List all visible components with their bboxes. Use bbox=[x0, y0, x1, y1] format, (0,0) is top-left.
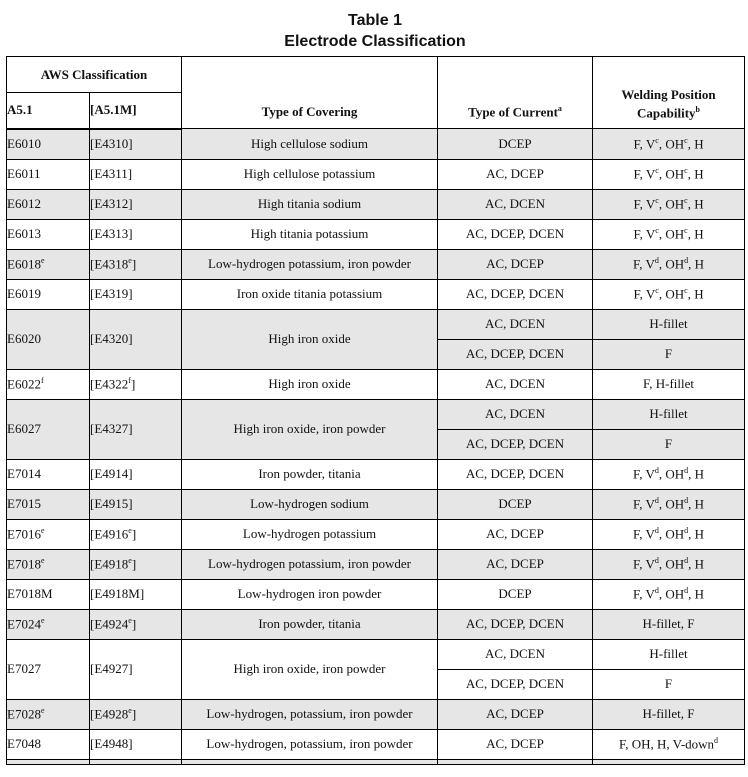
cell-a51m bbox=[90, 639, 182, 699]
position-text: F bbox=[664, 436, 673, 451]
header-type-of-covering bbox=[182, 57, 438, 129]
table-body bbox=[7, 129, 745, 765]
classification-a51: E7016 bbox=[7, 526, 41, 542]
position-text: F, V bbox=[633, 256, 655, 272]
cell-a51 bbox=[7, 369, 90, 399]
classification-a51m: [E4318 bbox=[90, 256, 129, 272]
cell-type-of-covering: Low-hydrogen, potassium, iron powder bbox=[182, 699, 438, 729]
position-text: , H bbox=[687, 196, 704, 212]
position-text: , H bbox=[687, 226, 704, 242]
classification-a51: E6010 bbox=[7, 136, 41, 151]
footnote-marker: d bbox=[654, 495, 659, 505]
cell-a51m bbox=[90, 579, 182, 609]
cell-type-of-current: AC, DCEP, DCEN bbox=[438, 459, 593, 489]
cell-type-of-covering: Iron powder, titania bbox=[182, 609, 438, 639]
footnote-marker: c bbox=[684, 165, 688, 175]
cell-a51m bbox=[90, 399, 182, 459]
header-type-of-current-label: Type of Current bbox=[468, 104, 558, 119]
position-text: , OH bbox=[658, 466, 685, 482]
classification-a51m: [E4916 bbox=[90, 526, 129, 542]
classification-a51m: [E4948] bbox=[90, 736, 133, 751]
cell-a51 bbox=[7, 729, 90, 759]
position-text: , H bbox=[687, 286, 704, 302]
position-text: , H bbox=[687, 166, 704, 182]
cell-type-of-covering: High cellulose potassium bbox=[182, 159, 438, 189]
header-aws-classification: AWS Classification bbox=[7, 57, 182, 93]
cell-welding-position bbox=[593, 219, 745, 249]
footnote-marker: d bbox=[684, 465, 689, 475]
cell-a51m bbox=[90, 159, 182, 189]
cell-welding-position bbox=[593, 159, 745, 189]
cell-a51m bbox=[90, 729, 182, 759]
cell-type-of-covering: High iron oxide, iron powder bbox=[182, 639, 438, 699]
cell-a51m bbox=[90, 609, 182, 639]
cell-a51 bbox=[7, 609, 90, 639]
cell-a51m bbox=[90, 699, 182, 729]
table-row bbox=[7, 549, 745, 579]
cell-welding-position bbox=[593, 459, 745, 489]
footnote-marker: c bbox=[684, 285, 688, 295]
table-row bbox=[7, 309, 745, 339]
cell-type-of-current: AC, DCEP bbox=[438, 519, 593, 549]
position-text: , OH bbox=[658, 196, 685, 212]
position-text: , H bbox=[687, 135, 704, 151]
table-row bbox=[7, 489, 745, 519]
classification-a51m: [E4918 bbox=[90, 556, 129, 572]
cell-welding-position bbox=[593, 309, 745, 339]
footnote-marker: e bbox=[128, 615, 132, 625]
bracket-close: ] bbox=[131, 256, 137, 272]
classification-a51m: [E4327] bbox=[90, 421, 133, 436]
footnote-marker: e bbox=[128, 525, 132, 535]
cell-welding-position bbox=[593, 579, 745, 609]
classification-a51m: [E4918M] bbox=[90, 586, 145, 601]
table-row bbox=[7, 219, 745, 249]
position-text: , OH bbox=[658, 256, 685, 272]
position-text: F, V bbox=[633, 166, 656, 182]
cell-type-of-covering: Low-hydrogen potassium, iron powder bbox=[182, 249, 438, 279]
position-text: H-fillet bbox=[649, 646, 688, 661]
header-a51: A5.1 bbox=[7, 93, 90, 129]
document-page bbox=[6, 10, 744, 752]
position-text: F, V bbox=[633, 526, 655, 542]
table-row bbox=[7, 279, 745, 309]
classification-a51: E7028 bbox=[7, 706, 41, 722]
cell-type-of-current: AC, DCEP bbox=[438, 729, 593, 759]
position-text: F, V bbox=[633, 286, 656, 302]
footnote-marker: e bbox=[40, 525, 45, 535]
header-welding-position-line2: Capability bbox=[637, 105, 696, 120]
classification-a51: E7018 bbox=[7, 556, 41, 572]
table-row-cutoff bbox=[7, 759, 745, 764]
classification-a51: E6020 bbox=[7, 331, 41, 346]
cell-type-of-covering: High cellulose sodium bbox=[182, 129, 438, 160]
cell-type-of-current: AC, DCEP, DCEN bbox=[438, 669, 593, 699]
position-text: , OH bbox=[658, 586, 685, 602]
cell-welding-position bbox=[593, 729, 745, 759]
footnote-marker: d bbox=[684, 495, 689, 505]
table-row bbox=[7, 519, 745, 549]
position-text: , OH bbox=[658, 286, 685, 302]
classification-a51: E6012 bbox=[7, 196, 41, 211]
cell-welding-position bbox=[593, 699, 745, 729]
cell-welding-position bbox=[593, 429, 745, 459]
cell-welding-position bbox=[593, 369, 745, 399]
table-row bbox=[7, 609, 745, 639]
cell-type-of-current: AC, DCEP, DCEN bbox=[438, 339, 593, 369]
header-a51m: [A5.1M] bbox=[90, 93, 182, 129]
footnote-marker: d bbox=[684, 255, 689, 265]
footnote-marker: c bbox=[655, 225, 659, 235]
classification-a51: E6022 bbox=[7, 376, 41, 392]
cell-welding-position bbox=[593, 279, 745, 309]
cell-type-of-current: AC, DCEN bbox=[438, 369, 593, 399]
cell-a51m bbox=[90, 129, 182, 160]
cutoff-cell bbox=[90, 759, 182, 764]
table-row bbox=[7, 459, 745, 489]
classification-a51m: [E4915] bbox=[90, 496, 133, 511]
cell-welding-position bbox=[593, 519, 745, 549]
table-row bbox=[7, 189, 745, 219]
cell-a51 bbox=[7, 189, 90, 219]
position-text: , OH bbox=[658, 496, 685, 512]
cell-welding-position bbox=[593, 129, 745, 160]
cell-type-of-current: AC, DCEN bbox=[438, 309, 593, 339]
table-row bbox=[7, 639, 745, 669]
classification-a51m: [E4311] bbox=[90, 166, 133, 181]
header-type-of-current bbox=[438, 57, 593, 129]
classification-a51: E6019 bbox=[7, 286, 41, 301]
footnote-marker: c bbox=[684, 135, 688, 145]
table-number: Table 1 bbox=[348, 12, 402, 29]
bracket-close: ] bbox=[131, 526, 137, 542]
footnote-marker: c bbox=[655, 195, 659, 205]
classification-a51: E7018M bbox=[7, 586, 53, 601]
classification-a51: E7014 bbox=[7, 466, 41, 481]
cutoff-cell bbox=[593, 759, 745, 764]
table-row bbox=[7, 729, 745, 759]
cell-type-of-current: AC, DCEN bbox=[438, 399, 593, 429]
footnote-marker: d bbox=[654, 555, 659, 565]
table-row bbox=[7, 369, 745, 399]
position-text: , OH bbox=[658, 556, 685, 572]
footnote-marker: c bbox=[655, 165, 659, 175]
cell-a51m bbox=[90, 549, 182, 579]
footnote-marker: a bbox=[557, 103, 562, 113]
footnote-marker: d bbox=[684, 555, 689, 565]
position-text: , H bbox=[688, 496, 705, 512]
cell-type-of-current: DCEP bbox=[438, 579, 593, 609]
position-text: H-fillet, F bbox=[642, 616, 695, 631]
footnote-marker: d bbox=[654, 255, 659, 265]
footnote-marker: c bbox=[684, 195, 688, 205]
position-text: , H bbox=[688, 556, 705, 572]
cell-type-of-current: AC, DCEP bbox=[438, 699, 593, 729]
cell-a51m bbox=[90, 489, 182, 519]
cell-a51 bbox=[7, 129, 90, 160]
cell-a51 bbox=[7, 219, 90, 249]
footnote-marker: c bbox=[655, 285, 659, 295]
classification-a51m: [E4320] bbox=[90, 331, 133, 346]
classification-a51m: [E4924 bbox=[90, 616, 129, 632]
cell-type-of-current: AC, DCEP, DCEN bbox=[438, 609, 593, 639]
position-text: , H bbox=[688, 526, 705, 542]
cell-welding-position bbox=[593, 249, 745, 279]
header-welding-position-line1: Welding Position bbox=[621, 86, 716, 102]
cell-type-of-current: AC, DCEN bbox=[438, 639, 593, 669]
footnote-marker: e bbox=[128, 555, 132, 565]
cell-type-of-current: AC, DCEP bbox=[438, 159, 593, 189]
classification-a51m: [E4313] bbox=[90, 226, 133, 241]
cell-type-of-covering: High titania potassium bbox=[182, 219, 438, 249]
classification-a51: E7048 bbox=[7, 736, 41, 751]
cell-type-of-current: AC, DCEP, DCEN bbox=[438, 429, 593, 459]
electrode-classification-table bbox=[6, 56, 745, 765]
cell-type-of-covering: High iron oxide, iron powder bbox=[182, 399, 438, 459]
classification-a51m: [E4927] bbox=[90, 661, 133, 676]
footnote-marker: d bbox=[654, 465, 659, 475]
table-title bbox=[6, 10, 744, 52]
table-row bbox=[7, 699, 745, 729]
classification-a51m: [E4914] bbox=[90, 466, 133, 481]
position-text: F, H-fillet bbox=[643, 376, 694, 391]
cell-type-of-covering: Low-hydrogen, potassium, iron powder bbox=[182, 729, 438, 759]
table-row bbox=[7, 249, 745, 279]
table-row bbox=[7, 399, 745, 429]
cell-type-of-current: AC, DCEP bbox=[438, 249, 593, 279]
bracket-close: ] bbox=[130, 376, 136, 392]
position-text: F, V bbox=[633, 466, 655, 482]
cell-type-of-covering: High iron oxide bbox=[182, 309, 438, 369]
classification-a51m: [E4312] bbox=[90, 196, 133, 211]
cell-a51 bbox=[7, 459, 90, 489]
position-text: F bbox=[664, 676, 673, 691]
cell-type-of-covering: Iron oxide titania potassium bbox=[182, 279, 438, 309]
cell-type-of-current: AC, DCEP bbox=[438, 549, 593, 579]
cell-type-of-covering: Low-hydrogen potassium bbox=[182, 519, 438, 549]
position-text: , H bbox=[688, 466, 705, 482]
cell-welding-position bbox=[593, 189, 745, 219]
position-text: F, OH, H, V-down bbox=[619, 736, 715, 752]
cell-a51m bbox=[90, 219, 182, 249]
cell-a51 bbox=[7, 279, 90, 309]
position-text: H-fillet, F bbox=[642, 706, 695, 721]
header-type-of-covering-label: Type of Covering bbox=[261, 104, 358, 119]
position-text: H-fillet bbox=[649, 316, 688, 331]
cell-a51m bbox=[90, 459, 182, 489]
table-row bbox=[7, 129, 745, 160]
cell-type-of-current: DCEP bbox=[438, 129, 593, 160]
cell-type-of-current: AC, DCEP, DCEN bbox=[438, 219, 593, 249]
footnote-marker: e bbox=[128, 255, 132, 265]
cell-a51m bbox=[90, 279, 182, 309]
cell-a51m bbox=[90, 189, 182, 219]
footnote-marker: e bbox=[40, 705, 45, 715]
cell-a51 bbox=[7, 639, 90, 699]
footnote-marker: d bbox=[684, 525, 689, 535]
footnote-marker: d bbox=[654, 585, 659, 595]
cell-a51 bbox=[7, 549, 90, 579]
cell-type-of-covering: High titania sodium bbox=[182, 189, 438, 219]
position-text: , OH bbox=[658, 166, 685, 182]
footnote-marker: e bbox=[40, 615, 45, 625]
cell-a51 bbox=[7, 699, 90, 729]
cell-a51 bbox=[7, 159, 90, 189]
position-text: F, V bbox=[633, 496, 655, 512]
position-text: F, V bbox=[633, 135, 656, 151]
cell-a51 bbox=[7, 249, 90, 279]
cell-a51 bbox=[7, 399, 90, 459]
cell-welding-position bbox=[593, 399, 745, 429]
footnote-marker: f bbox=[40, 375, 44, 385]
cell-welding-position bbox=[593, 339, 745, 369]
header-welding-position bbox=[593, 57, 745, 129]
cell-type-of-covering: High iron oxide bbox=[182, 369, 438, 399]
cell-a51m bbox=[90, 369, 182, 399]
cell-a51m bbox=[90, 519, 182, 549]
footnote-marker: e bbox=[40, 555, 45, 565]
bracket-close: ] bbox=[131, 556, 137, 572]
cell-type-of-current: AC, DCEN bbox=[438, 189, 593, 219]
table-row bbox=[7, 579, 745, 609]
cell-type-of-covering: Iron powder, titania bbox=[182, 459, 438, 489]
footnote-marker: c bbox=[655, 135, 659, 145]
position-text: , OH bbox=[658, 526, 685, 542]
position-text: F, V bbox=[633, 556, 655, 572]
cell-type-of-covering: Low-hydrogen potassium, iron powder bbox=[182, 549, 438, 579]
footnote-marker: e bbox=[40, 255, 45, 265]
footnote-marker: d bbox=[654, 525, 659, 535]
classification-a51: E6013 bbox=[7, 226, 41, 241]
cell-a51m bbox=[90, 249, 182, 279]
position-text: , H bbox=[688, 256, 705, 272]
cell-type-of-covering: Low-hydrogen iron powder bbox=[182, 579, 438, 609]
footnote-marker: d bbox=[684, 585, 689, 595]
cell-a51 bbox=[7, 579, 90, 609]
cutoff-cell bbox=[182, 759, 438, 764]
cell-a51 bbox=[7, 489, 90, 519]
footnote-marker: c bbox=[684, 225, 688, 235]
cell-a51 bbox=[7, 519, 90, 549]
bracket-close: ] bbox=[131, 616, 137, 632]
position-text: F, V bbox=[633, 586, 655, 602]
classification-a51: E6018 bbox=[7, 256, 41, 272]
classification-a51: E6011 bbox=[7, 166, 41, 181]
position-text: , OH bbox=[658, 135, 685, 151]
cell-type-of-covering: Low-hydrogen sodium bbox=[182, 489, 438, 519]
cell-welding-position bbox=[593, 549, 745, 579]
position-text: F, V bbox=[633, 196, 656, 212]
cutoff-cell bbox=[7, 759, 90, 764]
bracket-close: ] bbox=[131, 706, 137, 722]
cell-type-of-current: AC, DCEP, DCEN bbox=[438, 279, 593, 309]
classification-a51: E7027 bbox=[7, 661, 41, 676]
table-caption: Electrode Classification bbox=[284, 33, 466, 50]
cell-type-of-current: DCEP bbox=[438, 489, 593, 519]
position-text: F, V bbox=[633, 226, 656, 242]
position-text: , OH bbox=[658, 226, 685, 242]
classification-a51: E7024 bbox=[7, 616, 41, 632]
cell-welding-position bbox=[593, 639, 745, 669]
footnote-marker: f bbox=[128, 375, 131, 385]
cell-a51 bbox=[7, 309, 90, 369]
classification-a51: E7015 bbox=[7, 496, 41, 511]
classification-a51m: [E4322 bbox=[90, 376, 129, 392]
cell-welding-position bbox=[593, 609, 745, 639]
classification-a51: E6027 bbox=[7, 421, 41, 436]
footnote-marker: e bbox=[128, 705, 132, 715]
cell-a51m bbox=[90, 309, 182, 369]
position-text: H-fillet bbox=[649, 406, 688, 421]
cutoff-cell bbox=[438, 759, 593, 764]
table-row bbox=[7, 159, 745, 189]
position-text: , H bbox=[688, 586, 705, 602]
footnote-marker: d bbox=[714, 735, 719, 745]
position-text: F bbox=[664, 346, 673, 361]
footnote-marker: b bbox=[695, 104, 700, 114]
classification-a51m: [E4928 bbox=[90, 706, 129, 722]
cell-welding-position bbox=[593, 669, 745, 699]
classification-a51m: [E4310] bbox=[90, 136, 133, 151]
cell-welding-position bbox=[593, 489, 745, 519]
classification-a51m: [E4319] bbox=[90, 286, 133, 301]
